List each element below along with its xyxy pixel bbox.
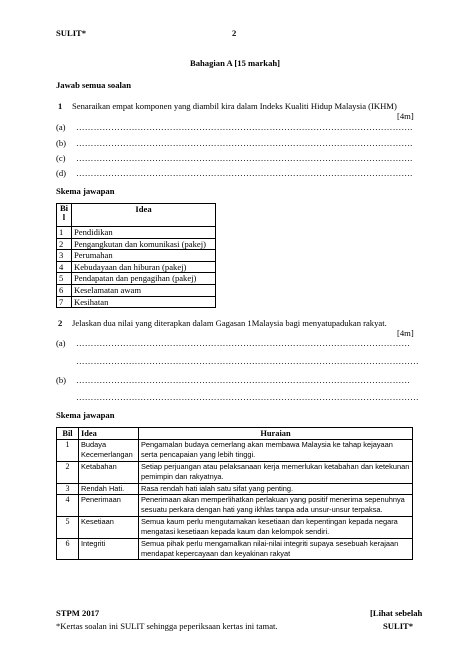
- sulit-header: SULIT*: [56, 28, 87, 38]
- q2-a-dots-1: ……………………………………………………………………………………………………: [76, 338, 411, 348]
- q2-b-label: (b): [56, 375, 67, 385]
- q1-line-b-label: (b): [56, 138, 67, 148]
- skema1-table: [56, 203, 216, 308]
- skema1-idea: Keselamatan awam: [72, 284, 216, 296]
- q1-line-d-dots: …………………………………………………………………………………………………….: [76, 168, 413, 178]
- section-title: Bahagian A [15 markah]: [190, 58, 281, 68]
- skema1-idea: Kebudayaan dan hiburan (pakej): [72, 261, 216, 273]
- q1-line-c-label: (c): [56, 153, 66, 163]
- q2-a-dots-2: ………………………………………………………………………………………………………: [76, 356, 419, 366]
- skema2-title: Skema jawapan: [56, 410, 115, 420]
- skema2-idea: Penerimaan: [79, 495, 139, 517]
- skema1-idea: Pengangkutan dan komunikasi (pakej): [72, 238, 216, 250]
- skema1-title: Skema jawapan: [56, 186, 115, 196]
- skema1-header-bil: Bi l: [57, 204, 72, 227]
- skema1-bil: 6: [57, 284, 72, 296]
- table-row: [57, 261, 216, 273]
- skema1-bil: 7: [57, 296, 72, 308]
- skema2-bil: 1: [57, 440, 79, 462]
- q1-line-c-dots: …………………………………………………………………………………………………….: [76, 153, 413, 163]
- skema2-huraian: Setiap perjuangan atau pelaksanaan kerja memerlukan ketabahan dan ketekunan pemimpin dan rakyatnya.: [139, 461, 413, 483]
- skema1-bil: 2: [57, 238, 72, 250]
- skema1-idea: Pendidikan: [72, 227, 216, 239]
- instruction: Jawab semua soalan: [56, 80, 131, 90]
- table-row: [57, 538, 413, 560]
- skema2-huraian: Rasa rendah hati ialah satu sifat yang penting.: [139, 483, 413, 494]
- q1-line-b-dots: …………………………………………………………………………………………………….: [76, 138, 413, 148]
- skema1-header-idea: Idea: [72, 204, 216, 227]
- skema2-idea: Budaya Kecemerlangan: [79, 440, 139, 462]
- skema2-idea: Rendah Hati.: [79, 483, 139, 494]
- q1-line-a-dots: …………………………………………………………………………………………………….: [76, 122, 413, 132]
- q2-b-dots-2: ………………………………………………………………………………………………………: [76, 392, 419, 402]
- skema2-bil: 3: [57, 483, 79, 494]
- skema2-idea: Integriti: [79, 538, 139, 560]
- skema2-huraian: Penerimaan akan memperlihatkan perlakuan yang positif menerima sepenuhnya sesuatu perkara dengan hati yang ikhlas tanpa ada unsur-unsur terpaksa.: [139, 495, 413, 517]
- footer-next-page: [Lihat sebelah: [370, 608, 423, 618]
- skema1-idea: Kesihatan: [72, 296, 216, 308]
- skema2-table: [56, 427, 413, 560]
- skema2-idea: Kesetiaan: [79, 516, 139, 538]
- table-row: [57, 227, 216, 239]
- q2-number: 2: [58, 318, 63, 328]
- q1-number: 1: [58, 101, 63, 111]
- q2-marks: [4m]: [397, 328, 414, 338]
- skema2-bil: 4: [57, 495, 79, 517]
- table-row: [57, 483, 413, 494]
- skema2-huraian: Semua pihak perlu mengamalkan nilai-nilai integriti supaya sesebuah kerajaan mendapat kepercayaan dan keyakinan rakyat: [139, 538, 413, 560]
- skema2-header-bil: Bil: [57, 428, 79, 440]
- table-row: [57, 238, 216, 250]
- table-row: [57, 296, 216, 308]
- table-row: [57, 495, 413, 517]
- skema1-bil: 4: [57, 261, 72, 273]
- q1-line-d-label: (d): [56, 168, 67, 178]
- q1-marks: [4m]: [397, 111, 414, 121]
- skema1-bil: 5: [57, 273, 72, 285]
- skema2-huraian: Semua kaum perlu mengutamakan kesetiaan dan kepentingan kepada negara mengatasi kesetiaan kepada kaum dan kelompok sendiri.: [139, 516, 413, 538]
- q2-a-label: (a): [56, 338, 66, 348]
- skema1-idea: Pendapatan dan pengagihan (pakej): [72, 273, 216, 285]
- footer-note: *Kertas soalan ini SULIT sehingga peperiksaan kertas ini tamat.: [56, 621, 278, 631]
- skema2-bil: 5: [57, 516, 79, 538]
- skema2-header-idea: Idea: [79, 428, 139, 440]
- table-row: [57, 250, 216, 262]
- page-number: 2: [232, 28, 237, 38]
- table-row: [57, 440, 413, 462]
- q1-text: Senaraikan empat komponen yang diambil kira dalam Indeks Kualiti Hidup Malaysia (IKHM): [72, 101, 397, 111]
- q1-line-a-label: (a): [56, 122, 66, 132]
- q2-text: Jelaskan dua nilai yang diterapkan dalam Gagasan 1Malaysia bagi menyatupadukan rakyat.: [72, 318, 387, 328]
- table-row: [57, 516, 413, 538]
- skema1-bil: 1: [57, 227, 72, 239]
- table-row: [57, 284, 216, 296]
- skema1-bil: 3: [57, 250, 72, 262]
- skema2-idea: Ketabahan: [79, 461, 139, 483]
- table-row: [57, 273, 216, 285]
- table-row: [57, 461, 413, 483]
- footer-exam: STPM 2017: [56, 608, 100, 618]
- skema2-header-huraian: Huraian: [139, 428, 413, 440]
- skema2-bil: 6: [57, 538, 79, 560]
- skema2-bil: 2: [57, 461, 79, 483]
- q2-b-dots-1: ……………………………………………………………………………………………………: [76, 375, 411, 385]
- skema1-idea: Perumahan: [72, 250, 216, 262]
- skema2-huraian: Pengamalan budaya cemerlang akan membawa Malaysia ke tahap kejayaan serta pencapaian yang lebih tinggi.: [139, 440, 413, 462]
- footer-sulit: SULIT*: [383, 621, 414, 631]
